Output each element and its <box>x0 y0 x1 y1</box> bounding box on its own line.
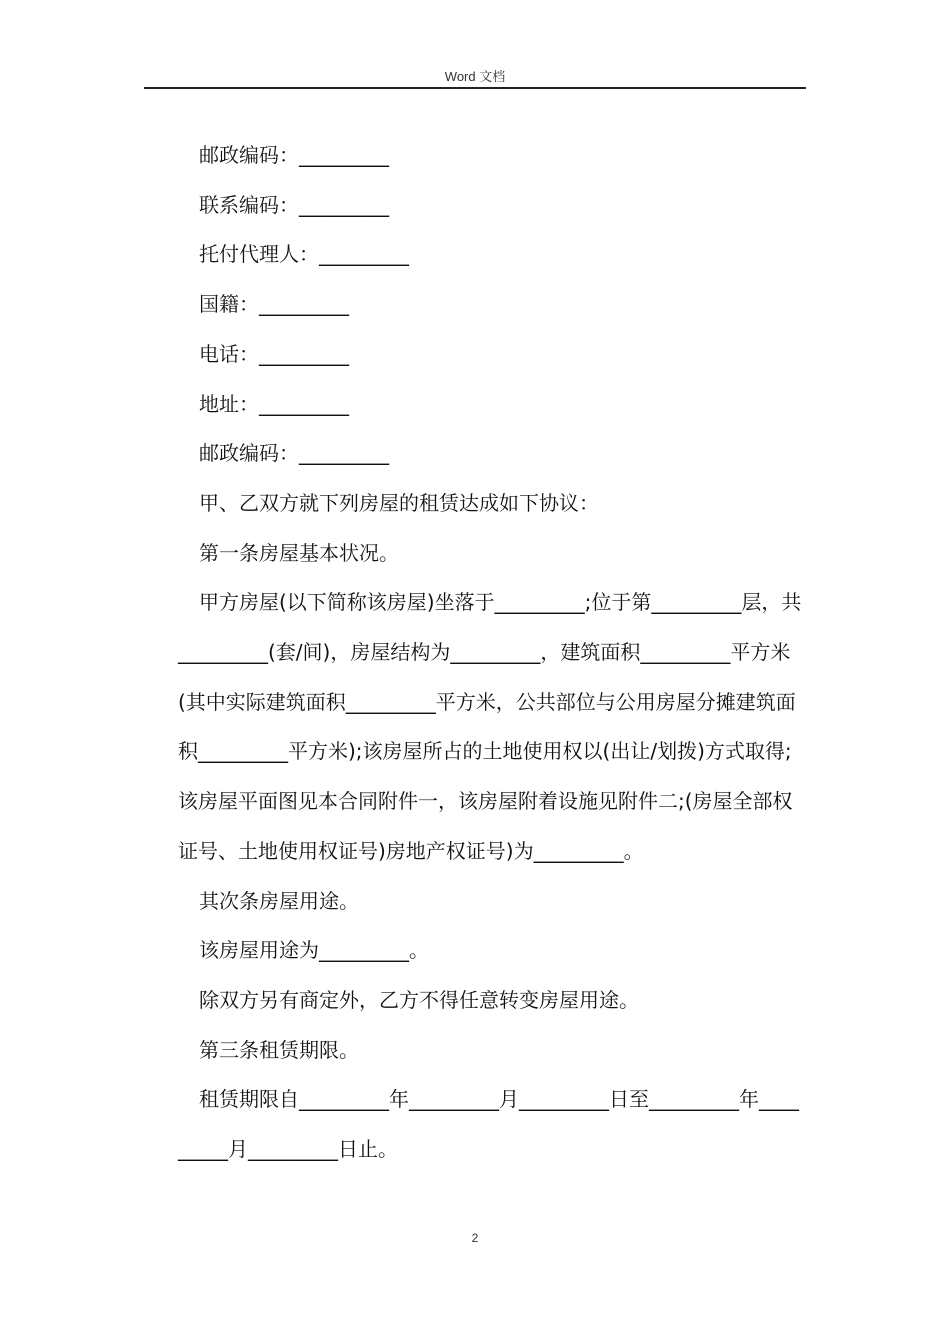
postal-code-line: 邮政编码：_________ <box>199 143 389 167</box>
page-number: 2 <box>471 1231 479 1245</box>
document-body <box>178 131 803 1175</box>
agreement-intro: 甲、乙双方就下列房屋的租赁达成如下协议： <box>199 490 599 515</box>
address-line: 地址：_________ <box>199 391 349 416</box>
postal-code-line-2: 邮政编码：_________ <box>199 441 389 466</box>
article-1-body: 甲方房屋(以下简称该房屋)坐落于_________;位于第_________层，共_________(套/间)，房屋结构为_________，建筑面积_________平方米(其中实际建筑面积_________平方米，公共部位与公用房屋分摊建筑面积_________平方米);该房屋所占的土地使用权以(出让/划拨)方式取得;该房屋平面图见本合同附件一，该房屋附着设施见附件二;(房屋全部权证号、土地使用权证号)房地产权证号)为_________。 <box>178 590 802 863</box>
agent-line: 托付代理人：_________ <box>199 242 409 267</box>
article-2-usage: 该房屋用途为_________。 <box>199 938 429 963</box>
phone-line: 电话：_________ <box>199 341 349 366</box>
article-3-term: 租赁期限自_________年_________月_________日至_________年_________月_________日止。 <box>178 1087 799 1162</box>
article-2-heading: 其次条房屋用途。 <box>199 888 359 913</box>
page-header-title: Word 文档 <box>444 69 506 84</box>
article-3-heading: 第三条租赁期限。 <box>199 1037 359 1062</box>
header-divider <box>144 87 806 89</box>
article-1-heading: 第一条房屋基本状况。 <box>199 540 399 565</box>
nationality-line: 国籍：_________ <box>199 292 349 317</box>
article-2-restriction: 除双方另有商定外，乙方不得任意转变房屋用途。 <box>199 987 639 1012</box>
contact-code-line: 联系编码：_________ <box>199 192 389 217</box>
